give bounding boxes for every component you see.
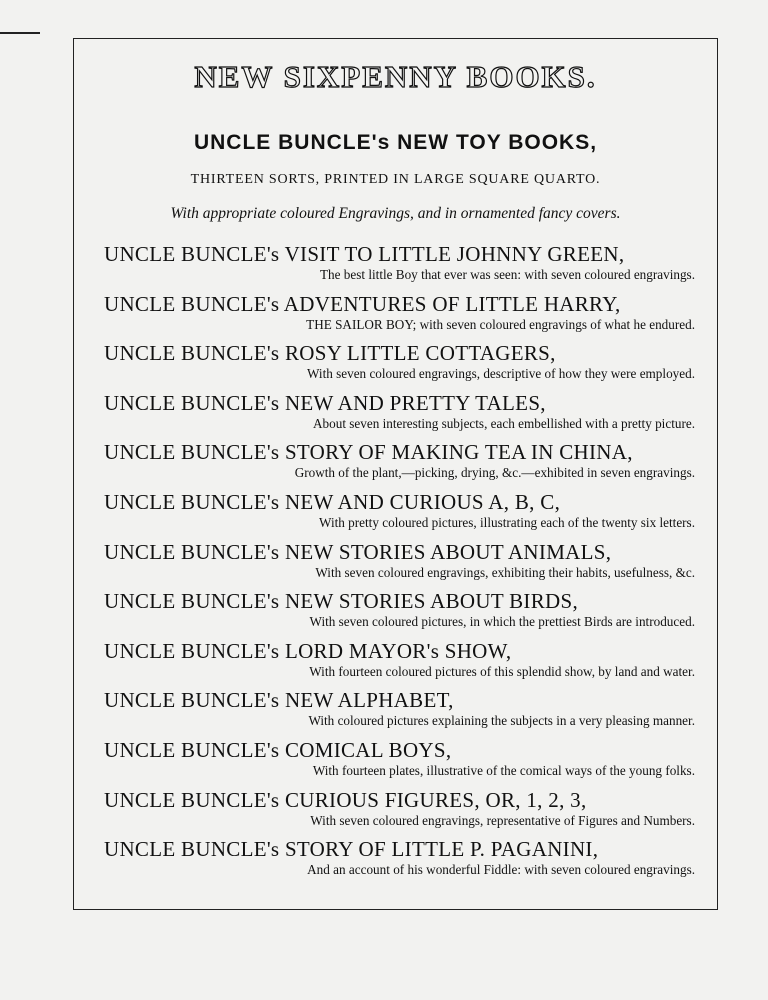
book-description: Growth of the plant,—picking, drying, &c.—exhibited in seven engravings. <box>294 465 695 481</box>
book-entry <box>104 292 695 342</box>
book-title: UNCLE BUNCLE's VISIT TO LITTLE JOHNNY GREEN, <box>104 242 625 266</box>
book-title: UNCLE BUNCLE's NEW STORIES ABOUT BIRDS, <box>104 589 579 614</box>
book-entry <box>104 490 695 540</box>
advertisement-frame <box>73 38 718 910</box>
book-entry <box>104 440 695 490</box>
book-description: With fourteen plates, illustrative of the comical ways of the young folks. <box>312 762 695 778</box>
book-description: With pretty coloured pictures, illustrating each of the twenty six letters. <box>319 514 695 530</box>
book-description: With coloured pictures explaining the subjects in a very pleasing manner. <box>308 713 695 729</box>
book-title: UNCLE BUNCLE's CURIOUS FIGURES, OR, 1, 2, 3, <box>104 787 587 812</box>
margin-mark <box>0 32 40 34</box>
book-description: The best little Boy that ever was seen: with seven coloured engravings. <box>319 267 695 282</box>
book-description: With seven coloured pictures, in which the prettiest Birds are introduced. <box>309 614 695 630</box>
subtitle: THIRTEEN SORTS, PRINTED IN LARGE SQUARE QUARTO. <box>190 172 601 187</box>
book-entry <box>104 688 695 738</box>
book-title: UNCLE BUNCLE's NEW AND CURIOUS A, B, C, <box>104 489 561 514</box>
book-title: UNCLE BUNCLE's COMICAL BOYS, <box>104 737 452 762</box>
series-title: UNCLE BUNCLE's NEW TOY BOOKS, <box>193 131 598 154</box>
book-entry <box>104 391 695 441</box>
book-description: With fourteen coloured pictures of this splendid show, by land and water. <box>309 663 695 679</box>
book-title: UNCLE BUNCLE's NEW STORIES ABOUT ANIMALS, <box>104 539 612 564</box>
book-entry <box>104 589 695 639</box>
book-entry <box>104 788 695 838</box>
page-header: NEW SIXPENNY BOOKS. <box>194 59 597 94</box>
tagline: With appropriate coloured Engravings, and in ornamented fancy covers. <box>170 205 621 222</box>
book-title: UNCLE BUNCLE's STORY OF LITTLE P. PAGANINI, <box>104 837 599 862</box>
book-entry <box>104 738 695 788</box>
book-entry <box>104 837 695 887</box>
book-description: With seven coloured engravings, descriptive of how they were employed. <box>306 366 695 382</box>
book-title: UNCLE BUNCLE's ROSY LITTLE COTTAGERS, <box>104 341 556 366</box>
book-description: THE SAILOR BOY; with seven coloured engravings of what he endured. <box>306 316 695 332</box>
book-entry <box>104 639 695 689</box>
book-title: UNCLE BUNCLE's STORY OF MAKING TEA IN CHINA, <box>104 440 633 465</box>
book-title: UNCLE BUNCLE's NEW ALPHABET, <box>104 688 454 713</box>
book-description: And an account of his wonderful Fiddle: with seven coloured engravings. <box>307 862 695 878</box>
book-title: UNCLE BUNCLE's LORD MAYOR's SHOW, <box>104 638 512 663</box>
book-description: With seven coloured engravings, representative of Figures and Numbers. <box>310 812 695 828</box>
book-entry <box>104 540 695 590</box>
book-title: UNCLE BUNCLE's ADVENTURES OF LITTLE HARRY, <box>104 291 621 316</box>
book-description: About seven interesting subjects, each embellished with a pretty picture. <box>313 415 695 431</box>
book-entry <box>104 341 695 391</box>
book-list <box>104 242 695 887</box>
book-description: With seven coloured engravings, exhibiting their habits, usefulness, &c. <box>315 564 695 580</box>
book-entry <box>104 242 695 292</box>
book-title: UNCLE BUNCLE's NEW AND PRETTY TALES, <box>104 390 546 415</box>
